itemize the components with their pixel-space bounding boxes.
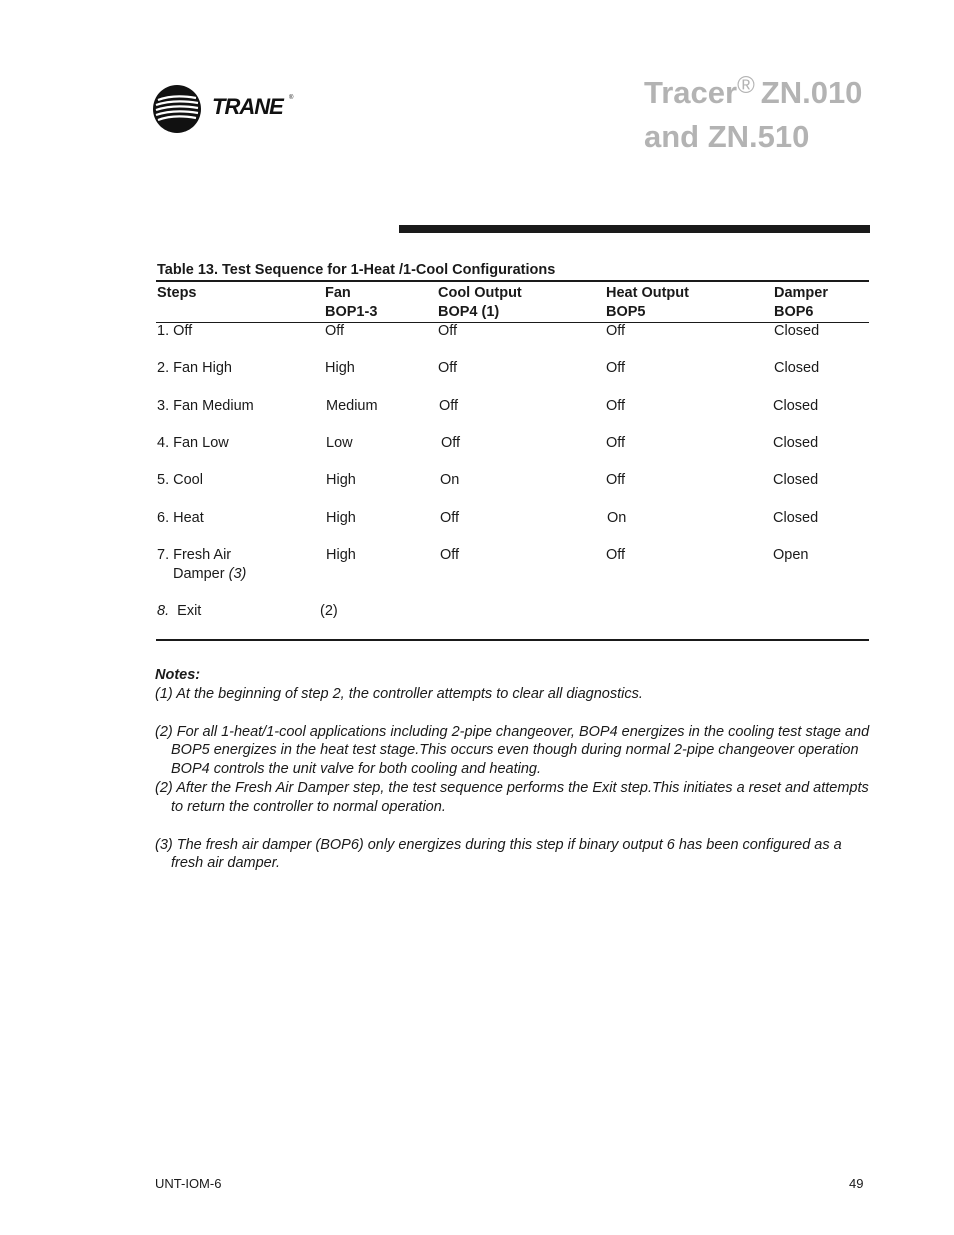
- cell-step: 3. Fan Medium: [157, 398, 254, 414]
- cell-damper: Closed: [773, 398, 819, 414]
- header-steps: Steps: [157, 285, 197, 301]
- cell-damper: Open: [773, 547, 809, 563]
- cell-cool: Off: [440, 547, 460, 563]
- notes-section: [155, 666, 875, 873]
- header-rule: [399, 225, 870, 233]
- table-header-rule: [156, 322, 869, 323]
- cell-heat: Off: [606, 398, 626, 414]
- cell-fan: High: [326, 472, 356, 488]
- cell-cool: Off: [441, 435, 461, 451]
- cell-step: 8. Exit: [157, 603, 202, 619]
- cell-fan: Medium: [326, 398, 378, 414]
- table-caption: Table 13. Test Sequence for 1-Heat /1-Cool Configurations: [157, 262, 556, 278]
- cell-cool: Off: [438, 323, 458, 339]
- registered-mark: ®: [737, 72, 755, 99]
- document-title: [644, 72, 944, 157]
- cell-heat: Off: [606, 547, 626, 563]
- note-item: (3) The fresh air damper (BOP6) only energizes during this step if binary output 6 has been configured as a fresh air damper.: [155, 836, 842, 872]
- brand-name: TRANE: [212, 94, 283, 119]
- cell-cool: Off: [438, 360, 458, 376]
- footer-doc-id: UNT-IOM-6: [155, 1176, 222, 1191]
- brand-reg-mark: ®: [289, 95, 294, 101]
- cell-step: 2. Fan High: [157, 360, 232, 376]
- note-item: (1) At the beginning of step 2, the controller attempts to clear all diagnostics.: [155, 685, 643, 702]
- table-bottom-rule: [156, 639, 869, 641]
- trane-logo-mark-icon: [152, 84, 202, 134]
- header-heat-output: Heat Output BOP5: [606, 285, 689, 320]
- header-damper: Damper BOP6: [774, 285, 828, 320]
- notes-heading: Notes:: [155, 667, 201, 683]
- cell-damper: Closed: [773, 472, 819, 488]
- trane-logo: [152, 84, 302, 134]
- cell-step: 6. Heat: [157, 510, 204, 526]
- cell-step: 7. Fresh Air Damper (3): [157, 547, 247, 582]
- header-fan: Fan BOP1-3: [325, 285, 378, 320]
- cell-step: 1. Off: [157, 323, 193, 339]
- cell-fan: High: [326, 510, 356, 526]
- cell-damper: Closed: [773, 510, 819, 526]
- cell-step: 5. Cool: [157, 472, 203, 488]
- note-item: (2) After the Fresh Air Damper step, the test sequence performs the Exit step.This initiates a reset and attempts to return the controller to normal operation.: [155, 779, 869, 815]
- cell-heat: Off: [606, 472, 626, 488]
- cell-fan: High: [326, 547, 356, 563]
- cell-damper: Closed: [773, 435, 819, 451]
- cell-fan: Low: [326, 435, 353, 451]
- cell-damper: Closed: [774, 323, 820, 339]
- cell-cool: On: [440, 472, 460, 488]
- cell-fan: Off: [325, 323, 345, 339]
- cell-heat: Off: [606, 323, 626, 339]
- cell-heat: Off: [606, 435, 626, 451]
- header-cool-output: Cool Output BOP4 (1): [438, 285, 522, 320]
- footer-page-number: 49: [849, 1176, 864, 1191]
- title-line-2: and ZN.510: [644, 119, 810, 154]
- title-line-1: Tracer® ZN.010: [644, 72, 863, 110]
- cell-fan: High: [325, 360, 355, 376]
- cell-heat: On: [607, 510, 627, 526]
- cell-heat: Off: [606, 360, 626, 376]
- cell-fan: (2): [320, 603, 338, 619]
- cell-cool: Off: [439, 398, 459, 414]
- table-top-rule: [156, 280, 869, 282]
- cell-step: 4. Fan Low: [157, 435, 229, 451]
- cell-damper: Closed: [774, 360, 820, 376]
- cell-cool: Off: [440, 510, 460, 526]
- note-item: (2) For all 1-heat/1-cool applications including 2-pipe changeover, BOP4 energizes in the cooling test stage and BOP5 energizes in the heat test stage.This occurs even though during normal 2-pipe changeover operation BOP4 controls the unit valve for both cooling and heating.: [155, 723, 870, 778]
